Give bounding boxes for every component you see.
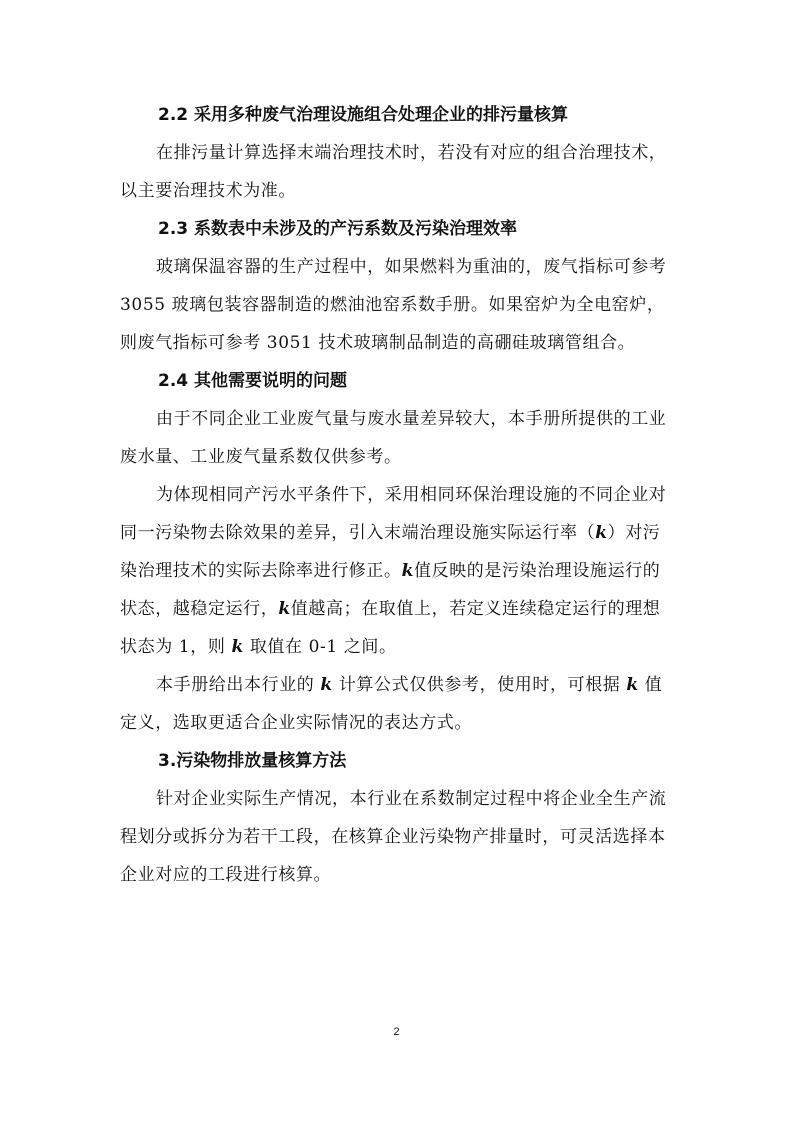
k-symbol: k <box>626 675 639 695</box>
k-symbol: k <box>595 523 608 543</box>
section-2-4-heading: 2.4 其他需要说明的问题 <box>158 371 348 391</box>
section-2-2-heading: 2.2 采用多种废气治理设施组合处理企业的排污量核算 <box>158 105 569 125</box>
paragraph-3-text-1: 本手册给出本行业的 <box>156 675 321 695</box>
section-2-4-paragraph-2 <box>120 476 676 666</box>
section-3-heading: 3.污染物排放量核算方法 <box>158 751 347 771</box>
page-number: 2 <box>393 1026 400 1038</box>
k-symbol: k <box>320 675 333 695</box>
paragraph-2-text-1: 为体现相同产污水平条件下，采用相同环保治理设施的不同企业对同一污染物去除效果的差异，引入末端治理设施实际运行率（ <box>120 485 667 543</box>
paragraph-3-text-3: 值定义，选取更适合企业实际情况的表达方式。 <box>120 675 663 733</box>
paragraph-2-text-3: 值反映的是污染治理设施运行的状态，越稳定运行， <box>120 561 661 619</box>
section-2-4-paragraph-1: 由于不同企业工业废气量与废水量差异较大，本手册所提供的工业废水量、工业废气量系数仅供参考。 <box>120 409 667 467</box>
k-symbol: k <box>278 599 291 619</box>
page-content <box>120 96 676 894</box>
paragraph-3-text-2: 计算公式仅供参考，使用时，可根据 <box>332 675 627 695</box>
section-2-3-paragraph: 玻璃保温容器的生产过程中，如果燃料为重油的，废气指标可参考 3055 玻璃包装容器制造的燃油池窑系数手册。如果窑炉为全电窑炉，则废气指标可参考 3051 技术玻璃制品制造的高硼硅玻璃管组合。 <box>120 257 667 353</box>
k-symbol: k <box>401 561 414 581</box>
section-2-2-paragraph: 在排污量计算选择末端治理技术时，若没有对应的组合治理技术，以主要治理技术为准。 <box>120 143 667 201</box>
paragraph-2-text-4: 值越高；在取值上，若定义连续稳定运行的理想状态为 1，则 <box>120 599 661 657</box>
paragraph-2-text-5: 取值在 0-1 之间。 <box>243 637 397 657</box>
k-symbol: k <box>231 637 244 657</box>
paragraph-2-text-2: ）对污染治理技术的实际去除率进行修正。 <box>120 523 661 581</box>
section-2-3-heading: 2.3 系数表中未涉及的产污系数及污染治理效率 <box>158 219 518 239</box>
section-2-4-paragraph-3 <box>120 666 676 742</box>
section-3-paragraph: 针对企业实际生产情况，本行业在系数制定过程中将企业全生产流程划分或拆分为若干工段，在核算企业污染物产排量时，可灵活选择本企业对应的工段进行核算。 <box>120 789 667 885</box>
